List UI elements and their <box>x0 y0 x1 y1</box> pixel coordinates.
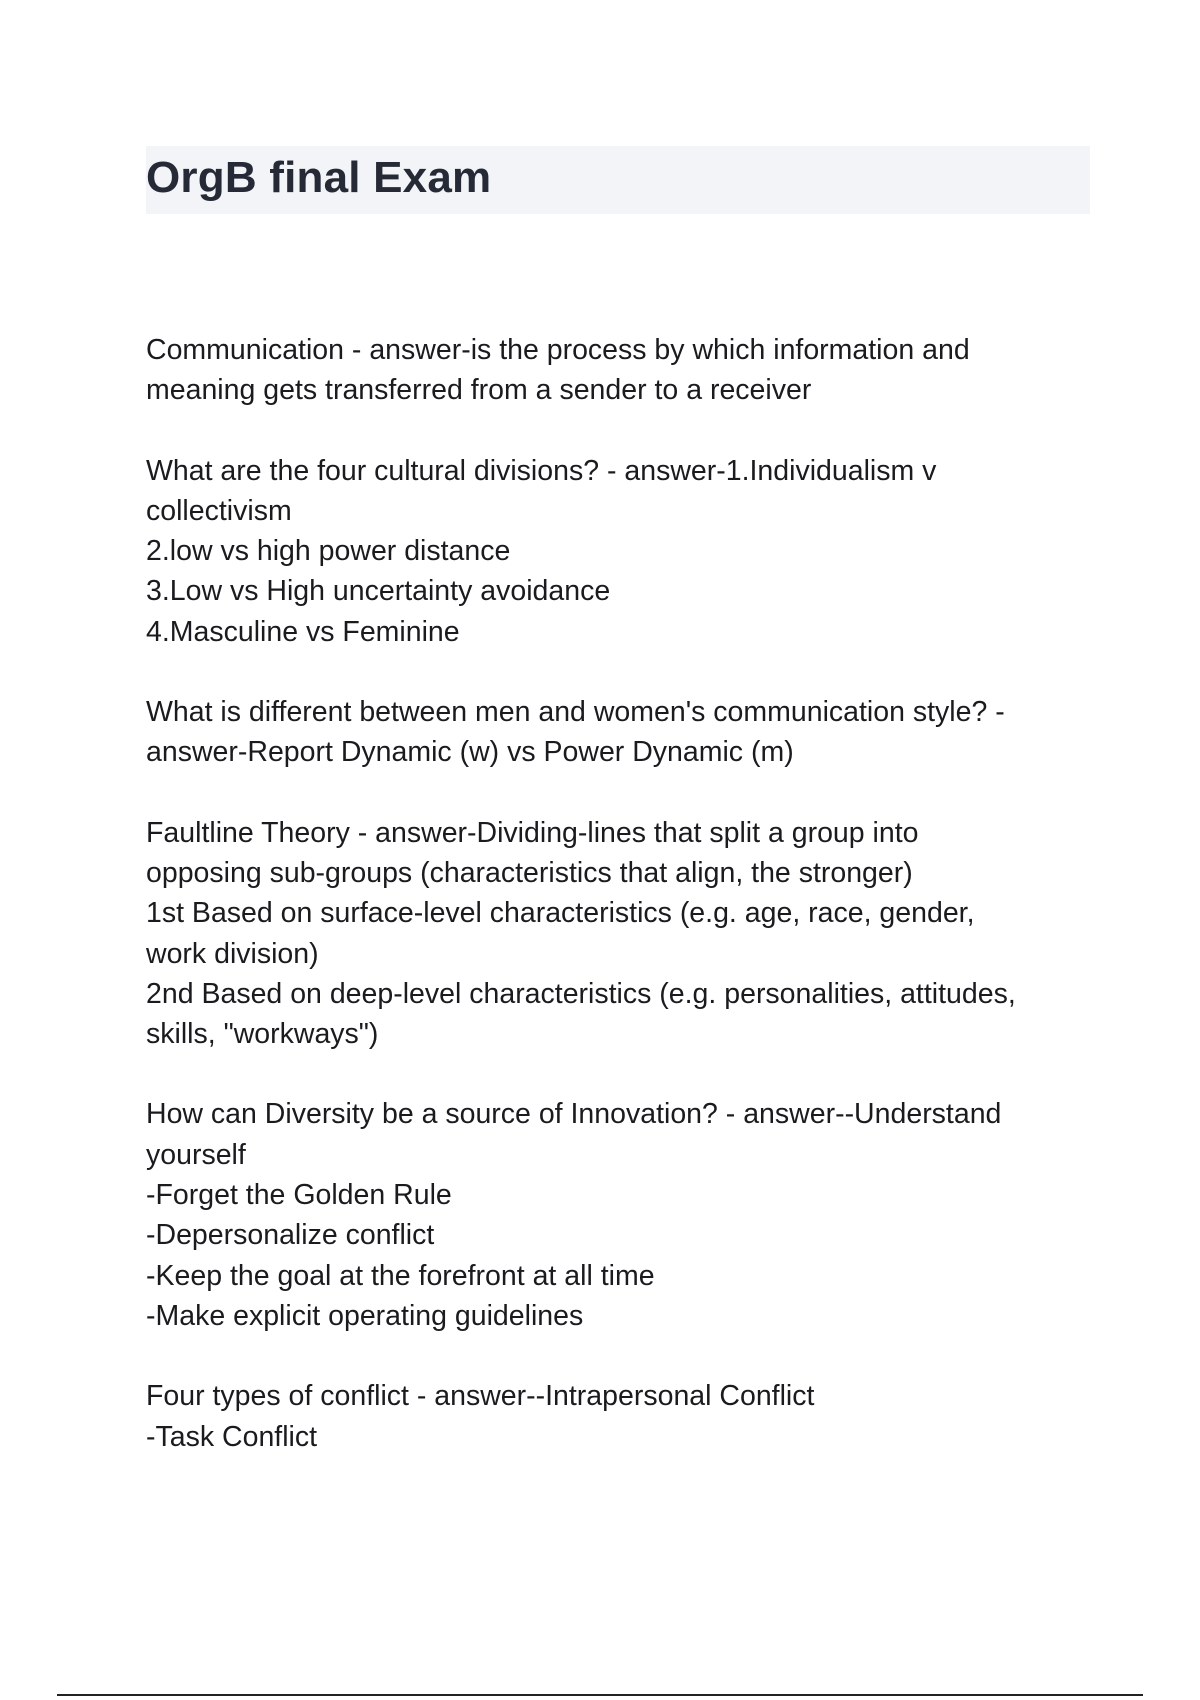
qa-line: 2nd Based on deep-level characteristics (e.g. personalities, attitudes, <box>146 977 1016 1010</box>
qa-item-conflict-types <box>146 1376 1096 1457</box>
qa-line: opposing sub-groups (characteristics that align, the stronger) <box>146 856 913 889</box>
qa-line: -Depersonalize conflict <box>146 1219 435 1252</box>
qa-line: What are the four cultural divisions? - answer-1.Individualism v <box>146 454 937 487</box>
qa-line: 2.low vs high power distance <box>146 535 511 568</box>
qa-line: collectivism <box>146 494 292 527</box>
qa-line: work division) <box>146 937 319 970</box>
qa-line: Faultline Theory - answer-Dividing-lines that split a group into <box>146 816 919 849</box>
qa-line: -Task Conflict <box>146 1420 318 1453</box>
qa-line: 3.Low vs High uncertainty avoidance <box>146 575 611 608</box>
document-body <box>146 330 1096 1497</box>
qa-item-diversity-innovation <box>146 1094 1096 1336</box>
qa-line: Four types of conflict - answer--Intrapersonal Conflict <box>146 1380 815 1413</box>
qa-item-faultline-theory <box>146 813 1096 1055</box>
qa-item-cultural-divisions <box>146 451 1096 652</box>
footer-divider <box>57 1694 1143 1696</box>
qa-line: -Forget the Golden Rule <box>146 1179 452 1212</box>
qa-line: skills, "workways") <box>146 1018 379 1051</box>
qa-line: answer-Report Dynamic (w) vs Power Dynamic (m) <box>146 736 794 769</box>
qa-item-communication-style <box>146 692 1096 773</box>
qa-line: 4.Masculine vs Feminine <box>146 615 460 648</box>
qa-line: meaning gets transferred from a sender to a receiver <box>146 374 812 407</box>
qa-line: -Keep the goal at the forefront at all time <box>146 1259 655 1292</box>
qa-line: yourself <box>146 1138 246 1171</box>
qa-line: Communication - answer-is the process by which information and <box>146 334 970 366</box>
qa-line: How can Diversity be a source of Innovation? - answer--Understand <box>146 1098 1002 1131</box>
qa-line: 1st Based on surface-level characteristics (e.g. age, race, gender, <box>146 897 975 930</box>
qa-item-communication <box>146 330 1096 411</box>
page-title: OrgB final Exam <box>146 153 492 202</box>
title-band <box>146 146 1090 214</box>
qa-line: -Make explicit operating guidelines <box>146 1299 584 1332</box>
qa-line: What is different between men and women's communication style? - <box>146 696 1005 729</box>
